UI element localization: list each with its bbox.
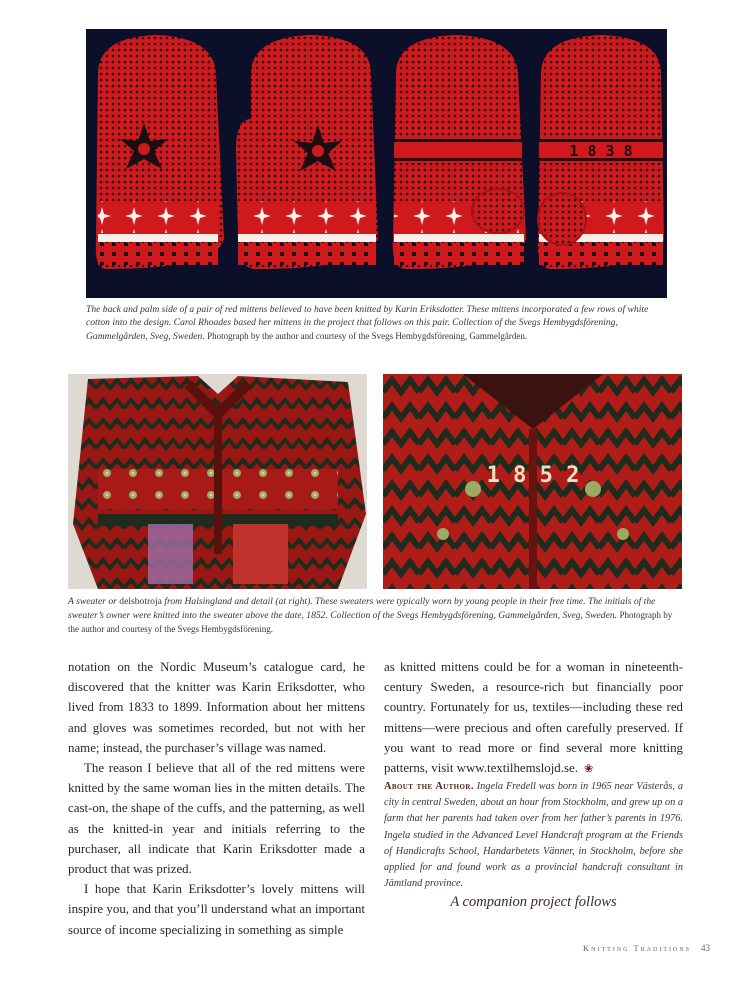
mitten-back-2 bbox=[236, 35, 378, 269]
caption-sweater-credit: Photograph by the author and courtesy of the Svegs Hembygdsförening. bbox=[68, 609, 673, 634]
body-column-right bbox=[384, 657, 683, 912]
caption-sweater-text-1: A sweater or bbox=[68, 596, 117, 607]
sweater-photo bbox=[68, 374, 367, 589]
sweater-illustration bbox=[68, 374, 367, 589]
about-author-heading: About the Author. bbox=[384, 781, 474, 793]
footer-title: Knitting Traditions bbox=[583, 943, 691, 953]
body-paragraph bbox=[384, 657, 683, 779]
page-number: 43 bbox=[701, 943, 710, 953]
mittens-illustration bbox=[86, 29, 667, 298]
body-paragraph: notation on the Nordic Museum’s catalogue card, he discovered that the knitter was Karin Eriksdotter, who lived from 1833 to 1899. Information about her mittens and gloves was sometimes recorded, but not with her name; instead, the purchaser’s village was named. bbox=[68, 660, 365, 755]
body-paragraph: I hope that Karin Eriksdotter’s lovely mittens will inspire you, and that you’ll understand what an important source of income specializing in something as simple bbox=[68, 882, 365, 937]
end-mark-icon: ❀ bbox=[583, 763, 594, 776]
mittens-photo bbox=[86, 29, 667, 298]
mitten-year-text: 1 8 3 8 bbox=[569, 142, 633, 160]
sweater-date-text: 1 8 5 2 bbox=[486, 463, 580, 488]
caption-sweater-text-2: from Halsingland and detail (at right). These sweaters were typically worn by young people in their free time. The initials of the sweater’s owner were knitted into the sweater above the date, 1852. Collection of the Svegs Hembygdsförening, Gammelgården, Sveg, Sweden. bbox=[68, 596, 656, 621]
caption-sweater-term: delsbotroja bbox=[119, 596, 162, 607]
caption-mittens-credit: Photograph by the author and courtesy of the Svegs Hembygdsförening, Gammelgården. bbox=[207, 330, 528, 341]
caption-mittens bbox=[86, 304, 667, 344]
body-column-left bbox=[68, 657, 365, 940]
sweater-detail-illustration bbox=[383, 374, 682, 589]
body-paragraph: The reason I believe that all of the red mittens were knitted by the same woman lies in the mitten details. The cast-on, the shape of the cuffs, and the patterning, as well as the knitted-in year and initials referring to the purchaser, all indicate that Karin Eriksdotter made a product that was prized. bbox=[68, 761, 365, 877]
companion-note: A companion project follows bbox=[450, 893, 617, 910]
mitten-palm-3 bbox=[393, 35, 526, 269]
about-author bbox=[384, 779, 683, 892]
caption-mittens-text: The back and palm side of a pair of red mittens believed to have been knitted by Karin Eriksdotter. These mittens incorporated a few rows of white cotton into the design. Carol Rhoades based her mittens in the project that follows on this pair. Collection of the Svegs Hembygdsförening, Gammelgården, Sveg, Sweden. bbox=[86, 304, 649, 342]
body-paragraph-text: as knitted mittens could be for a woman in nineteenth-century Sweden, a resource-rich but financially poor country. Fortunately for us, textiles—including these red mittens—were precious and often carefully preserved. If you want to read more or find several more knitting patterns, visit www.textilhemslojd.se. bbox=[384, 660, 683, 776]
sweater-detail-photo bbox=[383, 374, 682, 589]
mitten-back-1 bbox=[96, 35, 224, 269]
caption-sweater bbox=[68, 596, 682, 637]
about-author-text: Ingela Fredell was born in 1965 near Västerås, a city in central Sweden, about an hour from Stockholm, and grew up on a farm that her parents had taken over from her father’s parents in 1976. Ingela studied in the Advanced Level Handcraft program at the Friends of Handicrafts School, Handarbetets Vänner, in Stockholm, before she applied for and found work as a provincial handcraft consultant in Jämtland province. bbox=[384, 781, 684, 889]
page-footer bbox=[560, 943, 710, 953]
